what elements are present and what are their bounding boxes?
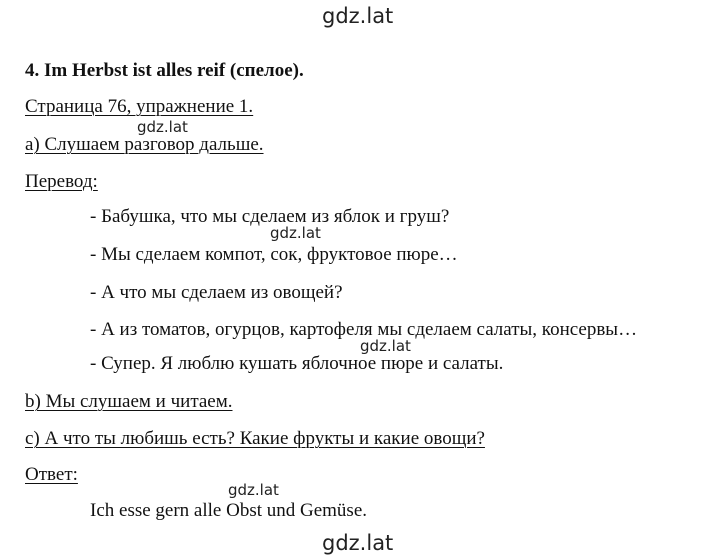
page-reference: Страница 76, упражнение 1.: [25, 96, 254, 117]
watermark-top: gdz.lat: [322, 4, 394, 28]
dialogue-line: - Супер. Я люблю кушать яблочное пюре и салаты.: [90, 353, 504, 374]
answer-label: Ответ:: [25, 464, 78, 485]
section-b-heading: b) Мы слушаем и читаем.: [25, 391, 233, 412]
dialogue-line: - Мы сделаем компот, сок, фруктовое пюре…: [90, 244, 458, 265]
inline-watermark: gdz.lat: [270, 224, 321, 242]
inline-watermark: gdz.lat: [137, 118, 188, 136]
inline-watermark: gdz.lat: [228, 481, 279, 499]
dialogue-line: - А из томатов, огурцов, картофеля мы сделаем салаты, консервы…: [90, 319, 638, 340]
dialogue-line: - А что мы сделаем из овощей?: [90, 282, 343, 303]
section-c-heading: c) А что ты любишь есть? Какие фрукты и какие овощи?: [25, 428, 485, 449]
dialogue-line: - Бабушка, что мы сделаем из яблок и груш?: [90, 206, 450, 227]
watermark-bottom: gdz.lat: [322, 531, 394, 555]
answer-text: Ich esse gern alle Obst und Gemüse.: [90, 500, 368, 521]
exercise-title: 4. Im Herbst ist alles reif (спелое).: [25, 60, 304, 81]
translation-label: Перевод:: [25, 171, 98, 192]
inline-watermark: gdz.lat: [360, 337, 411, 355]
section-a-heading: а) Слушаем разговор дальше.: [25, 134, 264, 155]
